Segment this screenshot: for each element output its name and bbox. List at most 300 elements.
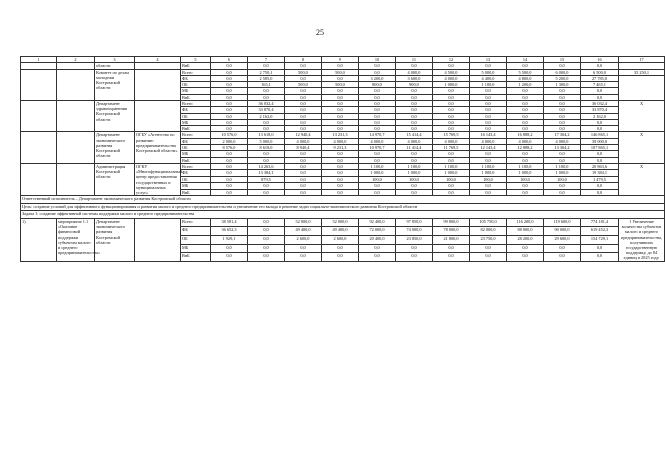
amount-cell: 0,0 [211,157,248,163]
amount-cell: 0,0 [396,253,433,262]
amount-cell: 4 000,0 [359,138,396,144]
table-row [21,163,665,169]
column-header: 1 [21,57,57,63]
amount-cell: 0,0 [470,151,507,157]
amount-cell: 0,0 [285,75,322,81]
amount-cell: 100,0 [433,176,470,182]
funding-source: ФБ [181,227,211,236]
amount-cell: 0,0 [396,63,433,69]
amount-cell: 14 263,6 [248,163,285,169]
funding-source: МБ [181,119,211,125]
amount-cell: 15 414,4 [396,132,433,138]
amount-cell: 0,0 [322,113,359,119]
responsible-executor: области [95,63,135,69]
amount-cell: 0,0 [433,151,470,157]
amount-cell: 4 000,0 [285,138,322,144]
column-header: 11 [396,57,433,63]
column-header: 15 [544,57,581,63]
amount-cell: 0,0 [248,253,285,262]
amount-cell: 4 000,0 [470,138,507,144]
amount-cell: 0,0 [211,69,248,75]
amount-cell: 0,0 [581,63,619,69]
amount-cell: 774 181,4 [581,218,619,227]
funding-source: МБ [181,88,211,94]
amount-cell: 4 400,0 [470,75,507,81]
funding-source: МБ [181,151,211,157]
amount-cell: 100,0 [396,176,433,182]
amount-cell: 0,0 [359,157,396,163]
amount-cell: 0,0 [322,151,359,157]
amount-cell: 1 100,0 [396,163,433,169]
amount-cell: 35 250,1 [619,69,665,75]
amount-cell: 0,0 [285,100,322,106]
amount-cell: 0,0 [470,107,507,113]
item-name: мероприятие 1.1 «Оказание финансовой поддержки субъектам малого и среднего предпринимательства» [57,218,95,261]
amount-cell: 0,0 [285,189,322,195]
amount-cell: 0,0 [433,183,470,189]
amount-cell: 0,0 [581,157,619,163]
column-header: 8 [285,57,322,63]
amount-cell: 0,0 [396,100,433,106]
funding-source: МБ [181,183,211,189]
amount-cell: 2 162,0 [248,113,285,119]
amount-cell: 36 032,4 [248,100,285,106]
amount-cell: 0,0 [544,157,581,163]
amount-cell: 0,0 [507,63,544,69]
column-header: 4 [135,57,181,63]
amount-cell: 0,0 [396,88,433,94]
amount-cell: 0,0 [359,253,396,262]
amount-cell: 0,0 [322,75,359,81]
table-row [21,218,665,227]
amount-cell: 16 888,2 [507,132,544,138]
amount-cell: 4 500,0 [433,69,470,75]
indicator-cell: Х [619,163,665,195]
amount-cell: 0,0 [322,170,359,176]
amount-cell: 2 585,0 [248,75,285,81]
amount-cell: 1 000,0 [507,170,544,176]
amount-cell: 0,0 [322,63,359,69]
amount-cell: 49 400,0 [322,227,359,236]
funding-source: Всего [181,218,211,227]
amount-cell: 0,0 [248,94,285,100]
page-number: 25 [316,28,324,37]
table-row [21,211,665,219]
amount-cell: 0,0 [507,113,544,119]
amount-cell: 0,0 [285,253,322,262]
amount-cell: 0,0 [285,119,322,125]
amount-cell: 0,0 [544,94,581,100]
funding-source: ВнБ [181,189,211,195]
amount-cell: 0,0 [285,126,322,132]
amount-cell: 0,0 [359,88,396,94]
amount-cell: 0,0 [396,107,433,113]
amount-cell: 0,0 [581,126,619,132]
amount-cell: 0,0 [396,151,433,157]
amount-cell: 0,0 [211,113,248,119]
item-number: 1) [21,218,57,261]
amount-cell: 23 750,0 [470,235,507,244]
amount-cell: 17 304,2 [544,132,581,138]
amount-cell: 8 618,0 [248,145,285,151]
amount-cell: 1 100,0 [470,163,507,169]
co-executor [135,69,181,100]
funding-source: ОБ [181,113,211,119]
amount-cell: 0,0 [581,253,619,262]
amount-cell: 0,0 [359,244,396,253]
funding-source: Всего [181,100,211,106]
column-header: 13 [470,57,507,63]
amount-cell: 0,0 [396,113,433,119]
amount-cell: 0,0 [211,253,248,262]
funding-source: ВнБ [181,253,211,262]
amount-cell: 0,0 [285,183,322,189]
amount-cell: 0,0 [211,94,248,100]
amount-cell: 0,0 [248,218,285,227]
amount-cell: 0,0 [581,151,619,157]
funding-source: ВнБ [181,157,211,163]
amount-cell: 0,0 [581,94,619,100]
amount-cell: 100,0 [359,176,396,182]
amount-cell: 0,0 [396,244,433,253]
amount-cell: 0,0 [211,75,248,81]
indicator-cell: Х [619,100,665,131]
amount-cell: 0,0 [322,244,359,253]
co-executor: ОГКУ «Многофункциональный центр предоставления государственных и муниципальных услуг» [136,163,183,195]
amount-cell: 27 785,0 [581,75,619,81]
amount-cell: 0,0 [581,189,619,195]
goal-line: Цель: создание условий для эффективного функционирования и развития малого и среднего предпринимательства и увеличение его вклада в решение задач социально-экономического развития Костромской области [21,203,665,211]
amount-cell: 0,0 [285,88,322,94]
amount-cell: 0,0 [248,151,285,157]
amount-cell: 0,0 [211,151,248,157]
funding-source: ФБ [181,107,211,113]
amount-cell: 800,0 [359,82,396,88]
amount-cell: 23 850,0 [396,235,433,244]
amount-cell: 7 465,1 [581,82,619,88]
amount-cell: 1 000,0 [470,170,507,176]
amount-cell: 4 000,0 [433,75,470,81]
amount-cell: 0,0 [433,126,470,132]
amount-cell: 0,0 [211,176,248,182]
amount-cell: 21 800,0 [433,235,470,244]
amount-cell: 4 000,0 [433,138,470,144]
amount-cell: 52 000,0 [322,218,359,227]
table-row [21,203,665,211]
column-header: 17 [619,57,665,63]
amount-cell: 0,0 [507,107,544,113]
amount-cell: 1 000,0 [544,170,581,176]
amount-cell: 0,0 [544,113,581,119]
amount-cell: 0,0 [322,253,359,262]
amount-cell: 0,0 [211,189,248,195]
amount-cell: 0,0 [544,119,581,125]
amount-cell: 107 865,1 [581,145,619,151]
item-name [57,69,95,100]
amount-cell: 72 000,0 [359,227,396,236]
amount-cell: 36 032,4 [581,100,619,106]
amount-cell: 0,0 [322,189,359,195]
amount-cell: 15 769,5 [433,132,470,138]
amount-cell: 78 000,0 [433,227,470,236]
column-header: 9 [322,57,359,63]
amount-cell: 49 400,0 [285,227,322,236]
amount-cell: 2 162,0 [581,113,619,119]
amount-cell: 0,0 [470,126,507,132]
amount-cell: 1 929,1 [211,235,248,244]
amount-cell: 0,0 [581,119,619,125]
amount-cell: 0,0 [396,189,433,195]
amount-cell: 6 500,0 [581,69,619,75]
column-header: 7 [248,57,285,63]
amount-cell: 0,0 [507,253,544,262]
amount-cell: 1 000,0 [396,170,433,176]
amount-cell: 0,0 [359,189,396,195]
amount-cell: 99 800,0 [433,218,470,227]
amount-cell: 13 618,0 [248,132,285,138]
item-number [21,69,57,100]
amount-cell: 0,0 [211,126,248,132]
amount-cell: 36 652,3 [211,227,248,236]
amount-cell: 0,0 [211,170,248,176]
amount-cell: 0,0 [470,183,507,189]
amount-cell: 0,0 [359,126,396,132]
funding-source: ОБ [181,145,211,151]
amount-cell: 12 888,2 [507,145,544,151]
amount-cell: 10 576,0 [211,132,248,138]
amount-cell: 0,0 [322,100,359,106]
amount-cell: 0,0 [507,189,544,195]
amount-cell: 10 970,7 [359,145,396,151]
amount-cell: 154 729,1 [581,235,619,244]
column-header: 5 [181,57,211,63]
amount-cell: 0,0 [211,88,248,94]
amount-cell: 0,0 [359,107,396,113]
funding-source: ВнБ [181,126,211,132]
funding-source: ОБ [181,176,211,182]
amount-cell: 2 600,0 [285,235,322,244]
amount-cell: 11 414,4 [396,145,433,151]
amount-cell: 0,0 [211,119,248,125]
amount-cell: 0,0 [544,183,581,189]
amount-cell: 0,0 [507,100,544,106]
responsible-executor: Администрация Костромской области [95,163,135,195]
amount-cell: 82 000,0 [470,227,507,236]
amount-cell: 0,0 [285,151,322,157]
amount-cell: 0,0 [581,88,619,94]
amount-cell: 0,0 [248,126,285,132]
amount-cell: 1 100,0 [433,163,470,169]
table-row [21,132,665,138]
amount-cell: 0,0 [544,189,581,195]
amount-cell: 0,0 [322,88,359,94]
funding-source: ОБ [181,235,211,244]
amount-cell: 20 863,6 [581,163,619,169]
amount-cell: 0,0 [544,151,581,157]
amount-cell: 100,0 [507,176,544,182]
amount-cell: 0,0 [544,253,581,262]
amount-cell: 39 000,0 [581,138,619,144]
amount-cell: 165,1 [248,82,285,88]
column-header: 14 [507,57,544,63]
amount-cell: 0,0 [285,170,322,176]
funding-source: ВнБ [181,63,211,69]
item-name [57,132,95,163]
amount-cell: 0,0 [470,157,507,163]
amount-cell: 0,0 [470,94,507,100]
item-name [57,163,95,195]
amount-cell: 38 581,4 [211,218,248,227]
amount-cell: 20 400,0 [359,235,396,244]
table-row [21,69,665,75]
amount-cell: 500,0 [322,69,359,75]
amount-cell: 0,0 [322,119,359,125]
column-header: 10 [359,57,396,63]
responsible-line: Ответственный исполнитель – Департамент экономического развития Костромской области [21,196,665,204]
amount-cell: 8 940,4 [285,145,322,151]
amount-cell: 146 865,1 [581,132,619,138]
amount-cell: 0,0 [359,151,396,157]
responsible-executor: Комитет по делам молодежи Костромской области [95,69,135,100]
item-name [57,100,95,131]
amount-cell: 29 600,0 [544,235,581,244]
amount-cell: 0,0 [433,100,470,106]
amount-cell: 6 000,0 [544,69,581,75]
amount-cell: 4 000,0 [544,138,581,144]
amount-cell: 0,0 [396,119,433,125]
indicator-cell: 1 Увеличение количества субъектов малого и среднего предпринимательства, получивших государственную поддержку, до 84 единиц в 2025 году. [619,218,665,261]
amount-cell: 0,0 [211,183,248,189]
amount-cell: 0,0 [211,82,248,88]
amount-cell: 4 000,0 [396,69,433,75]
amount-cell: 1 100,0 [507,163,544,169]
amount-cell: 0,0 [433,113,470,119]
amount-cell: 52 000,0 [285,218,322,227]
amount-cell: 0,0 [470,113,507,119]
amount-cell: 0,0 [396,126,433,132]
amount-cell: 0,0 [507,244,544,253]
amount-cell: 0,0 [470,100,507,106]
amount-cell: 1 100,0 [470,82,507,88]
amount-cell: 0,0 [581,244,619,253]
amount-cell: 0,0 [248,227,285,236]
amount-cell: 500,0 [285,69,322,75]
funding-source: Всего [181,132,211,138]
amount-cell: 12 143,4 [470,145,507,151]
amount-cell: 1 479,5 [581,176,619,182]
amount-cell: 4 000,0 [507,138,544,144]
funding-source: Всего [181,163,211,169]
amount-cell: 11 769,5 [433,145,470,151]
amount-cell: 100,0 [470,176,507,182]
amount-cell: 0,0 [433,107,470,113]
amount-cell: 0,0 [285,113,322,119]
amount-cell: 0,0 [470,253,507,262]
amount-cell: 0,0 [285,94,322,100]
amount-cell: 1 100,0 [544,163,581,169]
amount-cell: 0,0 [285,176,322,182]
amount-cell: 0,0 [359,119,396,125]
amount-cell: 33 870,4 [581,107,619,113]
amount-cell: 0,0 [248,63,285,69]
column-header: 2 [57,57,95,63]
amount-cell: 0,0 [359,113,396,119]
amount-cell: 0,0 [433,119,470,125]
amount-cell: 0,0 [433,189,470,195]
amount-cell: 0,0 [285,157,322,163]
column-header: 12 [433,57,470,63]
amount-cell: 0,0 [433,253,470,262]
amount-cell: 33 870,4 [248,107,285,113]
amount-cell: 1 000,0 [359,170,396,176]
co-executor: ОГБУ «Агентство по развитию предпринимательства Костромской области» [135,132,181,163]
amount-cell: 0,0 [470,63,507,69]
amount-cell: 0,0 [211,63,248,69]
amount-cell: 0,0 [248,88,285,94]
amount-cell: 0,0 [433,88,470,94]
amount-cell: 1 000,0 [433,82,470,88]
amount-cell: 0,0 [322,126,359,132]
funding-source: Всего [181,69,211,75]
amount-cell: 0,0 [507,94,544,100]
amount-cell: 619 452,3 [581,227,619,236]
amount-cell: 0,0 [248,189,285,195]
amount-cell: 19 384,1 [581,170,619,176]
amount-cell: 0,0 [322,157,359,163]
amount-cell: 74 000,0 [396,227,433,236]
amount-cell: 0,0 [470,88,507,94]
amount-cell: 0,0 [248,235,285,244]
amount-cell: 0,0 [248,119,285,125]
amount-cell: 116 200,0 [507,218,544,227]
amount-cell: 0,0 [285,107,322,113]
amount-cell: 0,0 [544,107,581,113]
amount-cell: 0,0 [544,88,581,94]
amount-cell: 0,0 [211,244,248,253]
amount-cell: 3 600,0 [396,75,433,81]
amount-cell: 0,0 [322,94,359,100]
amount-cell: 5 000,0 [470,69,507,75]
amount-cell: 5 500,0 [507,69,544,75]
amount-cell: 13 304,2 [544,145,581,151]
amount-cell: 0,0 [322,176,359,182]
amount-cell: 900,0 [396,82,433,88]
amount-cell: 0,0 [396,183,433,189]
amount-cell: 0,0 [507,151,544,157]
amount-cell: 13 231,3 [322,132,359,138]
amount-cell: 0,0 [322,183,359,189]
amount-cell: 0,0 [507,88,544,94]
item-number [21,132,57,163]
co-executor [135,218,181,261]
amount-cell: 0,0 [248,157,285,163]
amount-cell: 0,0 [359,183,396,189]
amount-cell: 0,0 [359,100,396,106]
budget-table [20,56,665,262]
amount-cell: 0,0 [433,157,470,163]
amount-cell: 0,0 [248,183,285,189]
item-number [21,163,57,195]
amount-cell: 0,0 [433,244,470,253]
amount-cell: 5 000,0 [248,138,285,144]
amount-cell: 4 800,0 [507,75,544,81]
amount-cell: 119 600,0 [544,218,581,227]
amount-cell: 0,0 [544,100,581,106]
amount-cell: 0,0 [544,244,581,253]
funding-source: ОБ [181,82,211,88]
amount-cell: 1 200,0 [507,82,544,88]
co-executor [135,100,181,131]
